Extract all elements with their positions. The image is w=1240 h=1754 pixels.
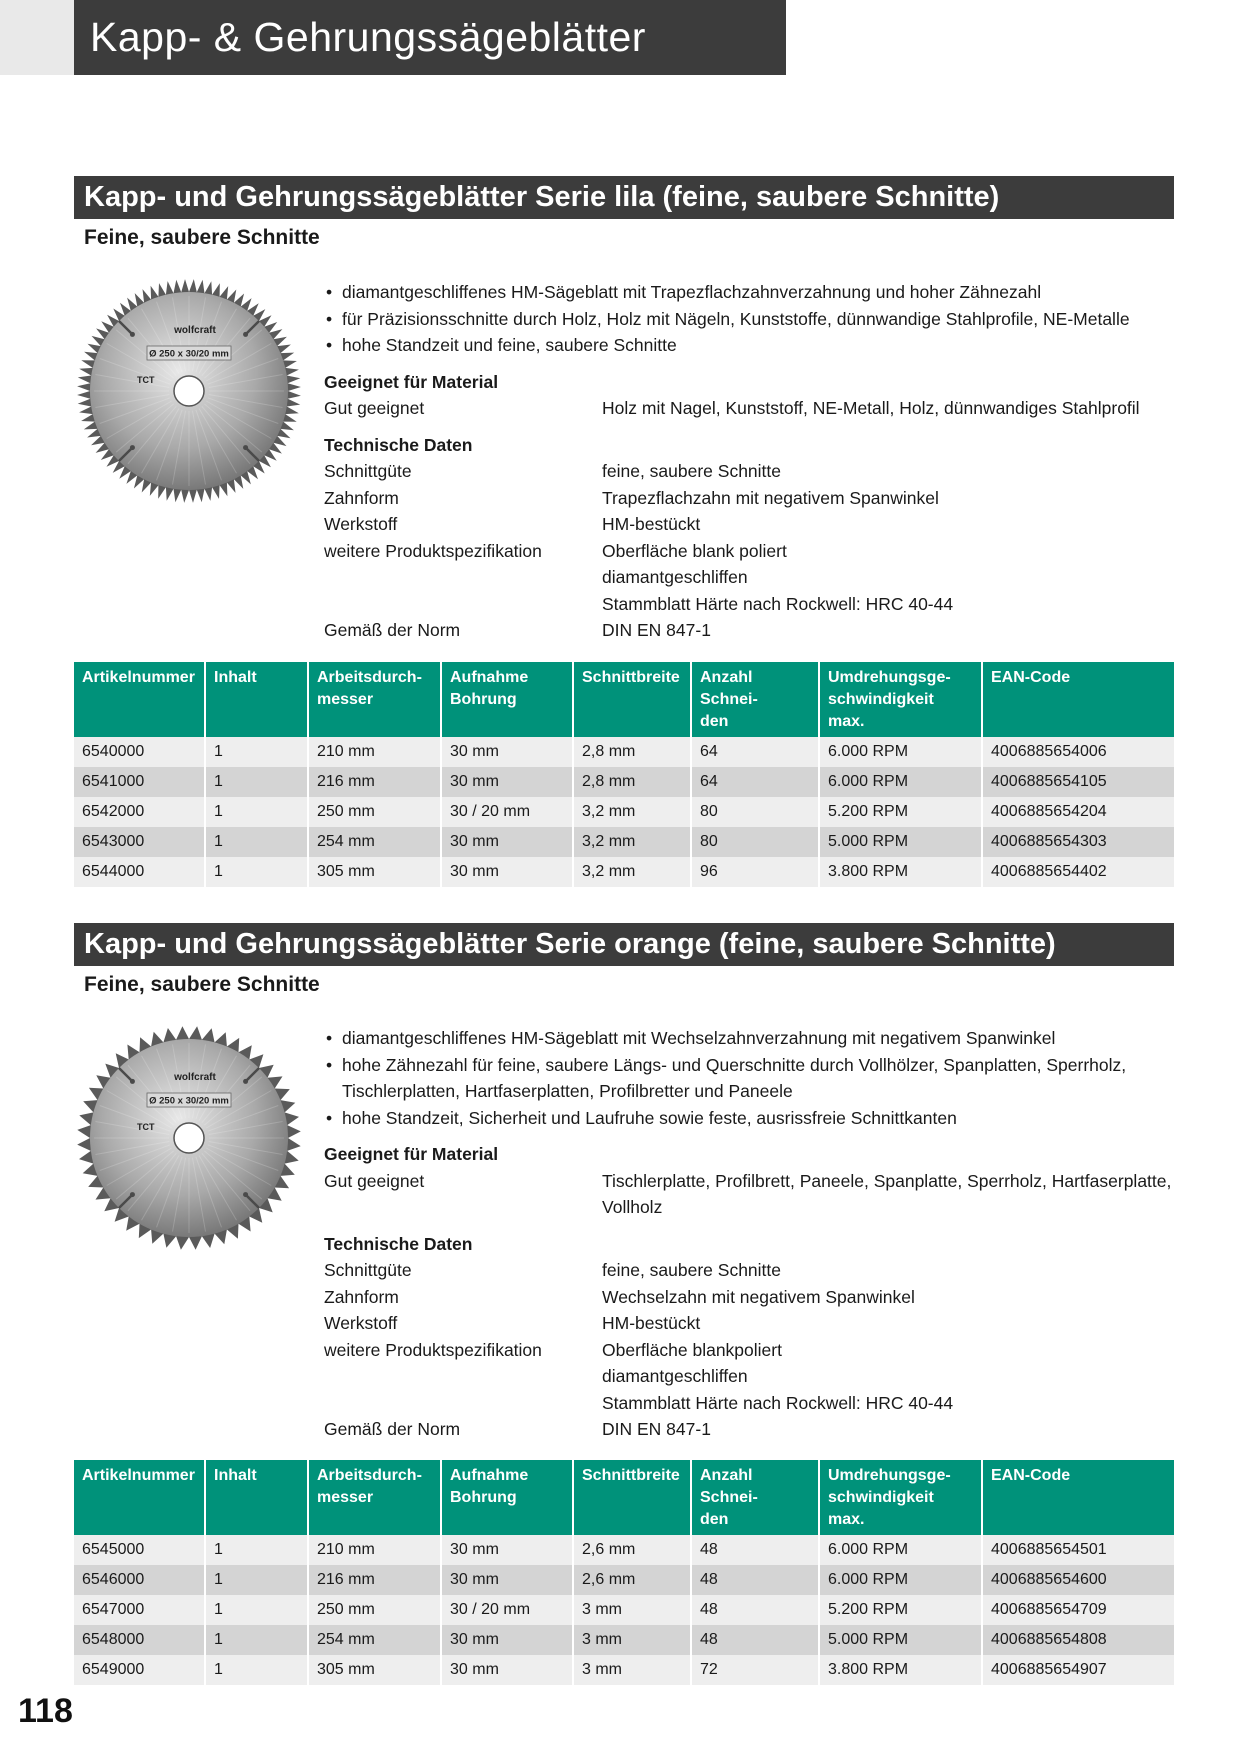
tech-value: feine, saubere Schnitte [602, 1260, 782, 1280]
table-cell: 6545000 [74, 1535, 205, 1565]
column-header-line: Arbeitsdurch- [317, 669, 422, 686]
column-header-line: Bohrung [450, 1489, 517, 1506]
table-cell: 30 / 20 mm [441, 1595, 573, 1625]
material-row [324, 1168, 1174, 1221]
table-cell: 2,8 mm [573, 737, 691, 767]
column-header [205, 1460, 308, 1535]
tech-value: DIN EN 847-1 [602, 620, 711, 640]
feature-item: • hohe Zähnezahl für feine, saubere Längs- und Querschnitte durch Vollhölzer, Spanplatten, Sperrholz, Tischlerplatten, Hartfaserplatten, Profilbretter und Paneele [324, 1052, 1174, 1105]
column-header [308, 662, 441, 737]
tech-value: Stammblatt Härte nach Rockwell: HRC 40-44 [602, 593, 954, 614]
table-cell: 6542000 [74, 797, 205, 827]
table-cell: 5.200 RPM [819, 797, 982, 827]
table-row [74, 797, 1174, 827]
product-info [324, 279, 1174, 644]
table-cell: 6.000 RPM [819, 737, 982, 767]
feature-item: • diamantgeschliffenes HM-Sägeblatt mit Wechselzahnverzahnung mit negativem Spanwinkel [324, 1025, 1174, 1052]
material-heading: Geeignet für Material [324, 371, 499, 392]
material-row [324, 395, 1174, 422]
column-header-line: Aufnahme [450, 669, 529, 686]
column-header-line: den [700, 1511, 729, 1528]
feature-item: • hohe Standzeit und feine, saubere Schnitte [324, 332, 1174, 359]
tech-label: Gemäß der Norm [324, 1419, 461, 1439]
tech-label [324, 591, 602, 618]
table-cell: 5.000 RPM [819, 1625, 982, 1655]
tech-row [324, 511, 1174, 538]
table-cell: 6.000 RPM [819, 1565, 982, 1595]
tech-heading: Technische Daten [324, 1233, 473, 1254]
header-side-strip [0, 0, 74, 75]
table-cell: 6547000 [74, 1595, 205, 1625]
table-cell: 3,2 mm [573, 857, 691, 887]
table-cell: 48 [691, 1595, 819, 1625]
column-header [691, 662, 819, 737]
column-header-line: Inhalt [214, 669, 257, 686]
feature-list [324, 1025, 1174, 1131]
table-cell: 80 [691, 797, 819, 827]
table-cell: 3,2 mm [573, 797, 691, 827]
material-label: Gut geeignet [324, 1170, 425, 1191]
table-row [74, 737, 1174, 767]
material-heading: Geeignet für Material [324, 1144, 499, 1164]
tech-label: Schnittgüte [324, 461, 412, 481]
section-title: Kapp- und Gehrungssägeblätter Serie lila (feine, saubere Schnitte) [84, 181, 1000, 213]
page-title: Kapp- & Gehrungssägeblätter [90, 14, 646, 60]
column-header [74, 662, 205, 737]
table-cell: 4006885654709 [982, 1595, 1174, 1625]
tech-row [324, 1310, 1174, 1337]
table-cell: 4006885654600 [982, 1565, 1174, 1595]
tech-label: Zahnform [324, 1286, 399, 1307]
tech-heading: Technische Daten [324, 434, 473, 455]
column-header-line: Umdrehungsge- [828, 1467, 951, 1484]
table-cell: 2,8 mm [573, 767, 691, 797]
blade-bore [174, 376, 204, 406]
table-cell: 6543000 [74, 827, 205, 857]
table-row [74, 1625, 1174, 1655]
column-header-line: Arbeitsdurch- [317, 1467, 422, 1484]
column-header-line: Schnittbreite [582, 1467, 680, 1484]
feature-item: • für Präzisionsschnitte durch Holz, Holz mit Nägeln, Kunststoffe, dünnwandige Stahlprofile, NE-Metalle [324, 306, 1174, 333]
table-cell: 30 mm [441, 857, 573, 887]
tech-row [324, 1337, 1174, 1364]
table-cell: 64 [691, 737, 819, 767]
tech-row [324, 1257, 1174, 1284]
table-cell: 250 mm [308, 1595, 441, 1625]
page-header [74, 0, 786, 75]
column-header-line: EAN-Code [991, 669, 1071, 686]
table-cell: 30 mm [441, 827, 573, 857]
column-header [441, 1460, 573, 1535]
table-cell: 64 [691, 767, 819, 797]
table-cell: 2,6 mm [573, 1565, 691, 1595]
table-cell: 4006885654501 [982, 1535, 1174, 1565]
column-header [982, 1460, 1174, 1535]
tech-label [324, 564, 602, 591]
table-cell: 4006885654808 [982, 1625, 1174, 1655]
tech-row [324, 485, 1174, 512]
table-cell: 30 mm [441, 1625, 573, 1655]
tech-row [324, 591, 1174, 618]
tech-value: DIN EN 847-1 [602, 1419, 711, 1439]
table-cell: 4006885654303 [982, 827, 1174, 857]
column-header [205, 662, 308, 737]
table-cell: 6541000 [74, 767, 205, 797]
table-cell: 48 [691, 1565, 819, 1595]
column-header [819, 662, 982, 737]
table-cell: 3 mm [573, 1595, 691, 1625]
table-cell: 210 mm [308, 1535, 441, 1565]
tech-value: Oberfläche blankpoliert [602, 1339, 782, 1360]
column-header-line: schwindigkeit max. [828, 691, 934, 730]
saw-blade-image [74, 276, 304, 506]
tech-value: feine, saubere Schnitte [602, 461, 782, 481]
tech-row [324, 564, 1174, 591]
table-cell: 5.200 RPM [819, 1595, 982, 1625]
section-title-bar [74, 176, 1174, 219]
tech-row [324, 1363, 1174, 1390]
table-header-row [74, 662, 1174, 737]
feature-item: • diamantgeschliffenes HM-Sägeblatt mit Trapezflachzahnverzahnung und hoher Zähnezahl [324, 279, 1174, 306]
table-cell: 3.800 RPM [819, 1655, 982, 1685]
tech-value: HM-bestückt [602, 514, 701, 534]
table-cell: 1 [205, 1655, 308, 1685]
table-cell: 6546000 [74, 1565, 205, 1595]
table-row [74, 1535, 1174, 1565]
tech-label: Werkstoff [324, 514, 398, 534]
table-cell: 1 [205, 1595, 308, 1625]
table-cell: 3 mm [573, 1625, 691, 1655]
table-cell: 6540000 [74, 737, 205, 767]
table-cell: 216 mm [308, 767, 441, 797]
column-header-line: messer [317, 1489, 374, 1506]
tech-value: Oberfläche blank poliert [602, 540, 787, 561]
page-number: 118 [18, 1692, 73, 1730]
section-subtitle: Feine, saubere Schnitte [84, 226, 320, 249]
column-header-line: Anzahl Schnei- [700, 669, 758, 708]
tech-label [324, 1363, 602, 1390]
tech-label: weitere Produktspezifikation [324, 540, 542, 561]
table-row [74, 1565, 1174, 1595]
product-info [324, 1025, 1174, 1443]
table-cell: 6.000 RPM [819, 767, 982, 797]
tech-row [324, 1284, 1174, 1311]
tech-label: Zahnform [324, 487, 399, 508]
table-cell: 250 mm [308, 797, 441, 827]
tech-value: Trapezflachzahn mit negativem Spanwinkel [602, 487, 939, 508]
table-cell: 1 [205, 1625, 308, 1655]
table-cell: 30 mm [441, 1655, 573, 1685]
table-cell: 48 [691, 1535, 819, 1565]
material-value: Tischlerplatte, Profilbrett, Paneele, Spanplatte, Sperrholz, Hartfaserplatte, Vollholz [602, 1170, 1172, 1217]
table-row [74, 827, 1174, 857]
table-cell: 48 [691, 1625, 819, 1655]
material-label: Gut geeignet [324, 398, 425, 418]
tech-label [324, 1390, 602, 1417]
blade-tct-label: TCT [137, 375, 155, 385]
table-cell: 6.000 RPM [819, 1535, 982, 1565]
table-cell: 30 mm [441, 1565, 573, 1595]
column-header-line: Bohrung [450, 691, 517, 708]
tech-label: Werkstoff [324, 1313, 398, 1333]
column-header [982, 662, 1174, 737]
tech-row [324, 538, 1174, 565]
tech-value: diamantgeschliffen [602, 567, 748, 587]
table-cell: 4006885654006 [982, 737, 1174, 767]
table-cell: 72 [691, 1655, 819, 1685]
blade-brand-label: wolfcraft [174, 1072, 216, 1083]
tech-value: diamantgeschliffen [602, 1366, 748, 1386]
table-cell: 3,2 mm [573, 827, 691, 857]
column-header-line: Inhalt [214, 1467, 257, 1484]
table-cell: 1 [205, 1535, 308, 1565]
table-cell: 3.800 RPM [819, 857, 982, 887]
blade-size-label: Ø 250 x 30/20 mm [149, 1095, 229, 1107]
table-cell: 96 [691, 857, 819, 887]
section-subtitle: Feine, saubere Schnitte [84, 973, 320, 996]
column-header-line: Aufnahme [450, 1467, 529, 1484]
table-cell: 254 mm [308, 827, 441, 857]
table-cell: 254 mm [308, 1625, 441, 1655]
column-header [74, 1460, 205, 1535]
table-row [74, 767, 1174, 797]
table-cell: 2,6 mm [573, 1535, 691, 1565]
table-cell: 30 / 20 mm [441, 797, 573, 827]
column-header [308, 1460, 441, 1535]
tech-label: Schnittgüte [324, 1260, 412, 1280]
table-cell: 1 [205, 797, 308, 827]
article-table [74, 662, 1174, 887]
table-cell: 210 mm [308, 737, 441, 767]
column-header-line: den [700, 713, 729, 730]
article-table [74, 1460, 1174, 1685]
feature-item: • hohe Standzeit, Sicherheit und Laufruhe sowie feste, ausrissfreie Schnittkanten [324, 1105, 1174, 1132]
column-header-line: Umdrehungsge- [828, 669, 951, 686]
tech-value: Stammblatt Härte nach Rockwell: HRC 40-44 [602, 1392, 954, 1413]
column-header-line: messer [317, 691, 374, 708]
blade-tct-label: TCT [137, 1122, 155, 1132]
table-row [74, 857, 1174, 887]
table-cell: 5.000 RPM [819, 827, 982, 857]
tech-row [324, 1416, 1174, 1443]
column-header [441, 662, 573, 737]
table-cell: 1 [205, 1565, 308, 1595]
column-header-line: Artikelnummer [82, 1467, 195, 1484]
table-cell: 30 mm [441, 737, 573, 767]
saw-blade-image [74, 1023, 304, 1253]
column-header-line: Artikelnummer [82, 669, 195, 686]
column-header-line: schwindigkeit max. [828, 1489, 934, 1528]
table-header-row [74, 1460, 1174, 1535]
table-cell: 4006885654105 [982, 767, 1174, 797]
table-cell: 30 mm [441, 1535, 573, 1565]
table-cell: 6544000 [74, 857, 205, 887]
tech-label: weitere Produktspezifikation [324, 1339, 542, 1360]
section-title-bar [74, 923, 1174, 966]
table-cell: 305 mm [308, 857, 441, 887]
table-cell: 1 [205, 737, 308, 767]
table-cell: 30 mm [441, 767, 573, 797]
column-header [819, 1460, 982, 1535]
tech-value: HM-bestückt [602, 1313, 701, 1333]
column-header [691, 1460, 819, 1535]
table-cell: 4006885654402 [982, 857, 1174, 887]
blade-bore [174, 1123, 204, 1153]
column-header [573, 662, 691, 737]
column-header [573, 1460, 691, 1535]
table-cell: 1 [205, 857, 308, 887]
tech-row [324, 458, 1174, 485]
table-cell: 4006885654907 [982, 1655, 1174, 1685]
material-value: Holz mit Nagel, Kunststoff, NE-Metall, Holz, dünnwandiges Stahlprofil [602, 398, 1140, 418]
table-cell: 6549000 [74, 1655, 205, 1685]
column-header-line: Schnittbreite [582, 669, 680, 686]
feature-list [324, 279, 1174, 359]
tech-row [324, 1390, 1174, 1417]
table-row [74, 1655, 1174, 1685]
table-cell: 1 [205, 767, 308, 797]
column-header-line: EAN-Code [991, 1467, 1071, 1484]
blade-size-label: Ø 250 x 30/20 mm [149, 348, 229, 360]
table-cell: 4006885654204 [982, 797, 1174, 827]
tech-value: Wechselzahn mit negativem Spanwinkel [602, 1286, 915, 1307]
table-cell: 6548000 [74, 1625, 205, 1655]
tech-label: Gemäß der Norm [324, 620, 461, 640]
section-title: Kapp- und Gehrungssägeblätter Serie orange (feine, saubere Schnitte) [84, 928, 1056, 960]
table-cell: 3 mm [573, 1655, 691, 1685]
table-row [74, 1595, 1174, 1625]
tech-row [324, 617, 1174, 644]
blade-brand-label: wolfcraft [174, 325, 216, 336]
table-cell: 80 [691, 827, 819, 857]
table-cell: 1 [205, 827, 308, 857]
table-cell: 216 mm [308, 1565, 441, 1595]
table-cell: 305 mm [308, 1655, 441, 1685]
column-header-line: Anzahl Schnei- [700, 1467, 758, 1506]
